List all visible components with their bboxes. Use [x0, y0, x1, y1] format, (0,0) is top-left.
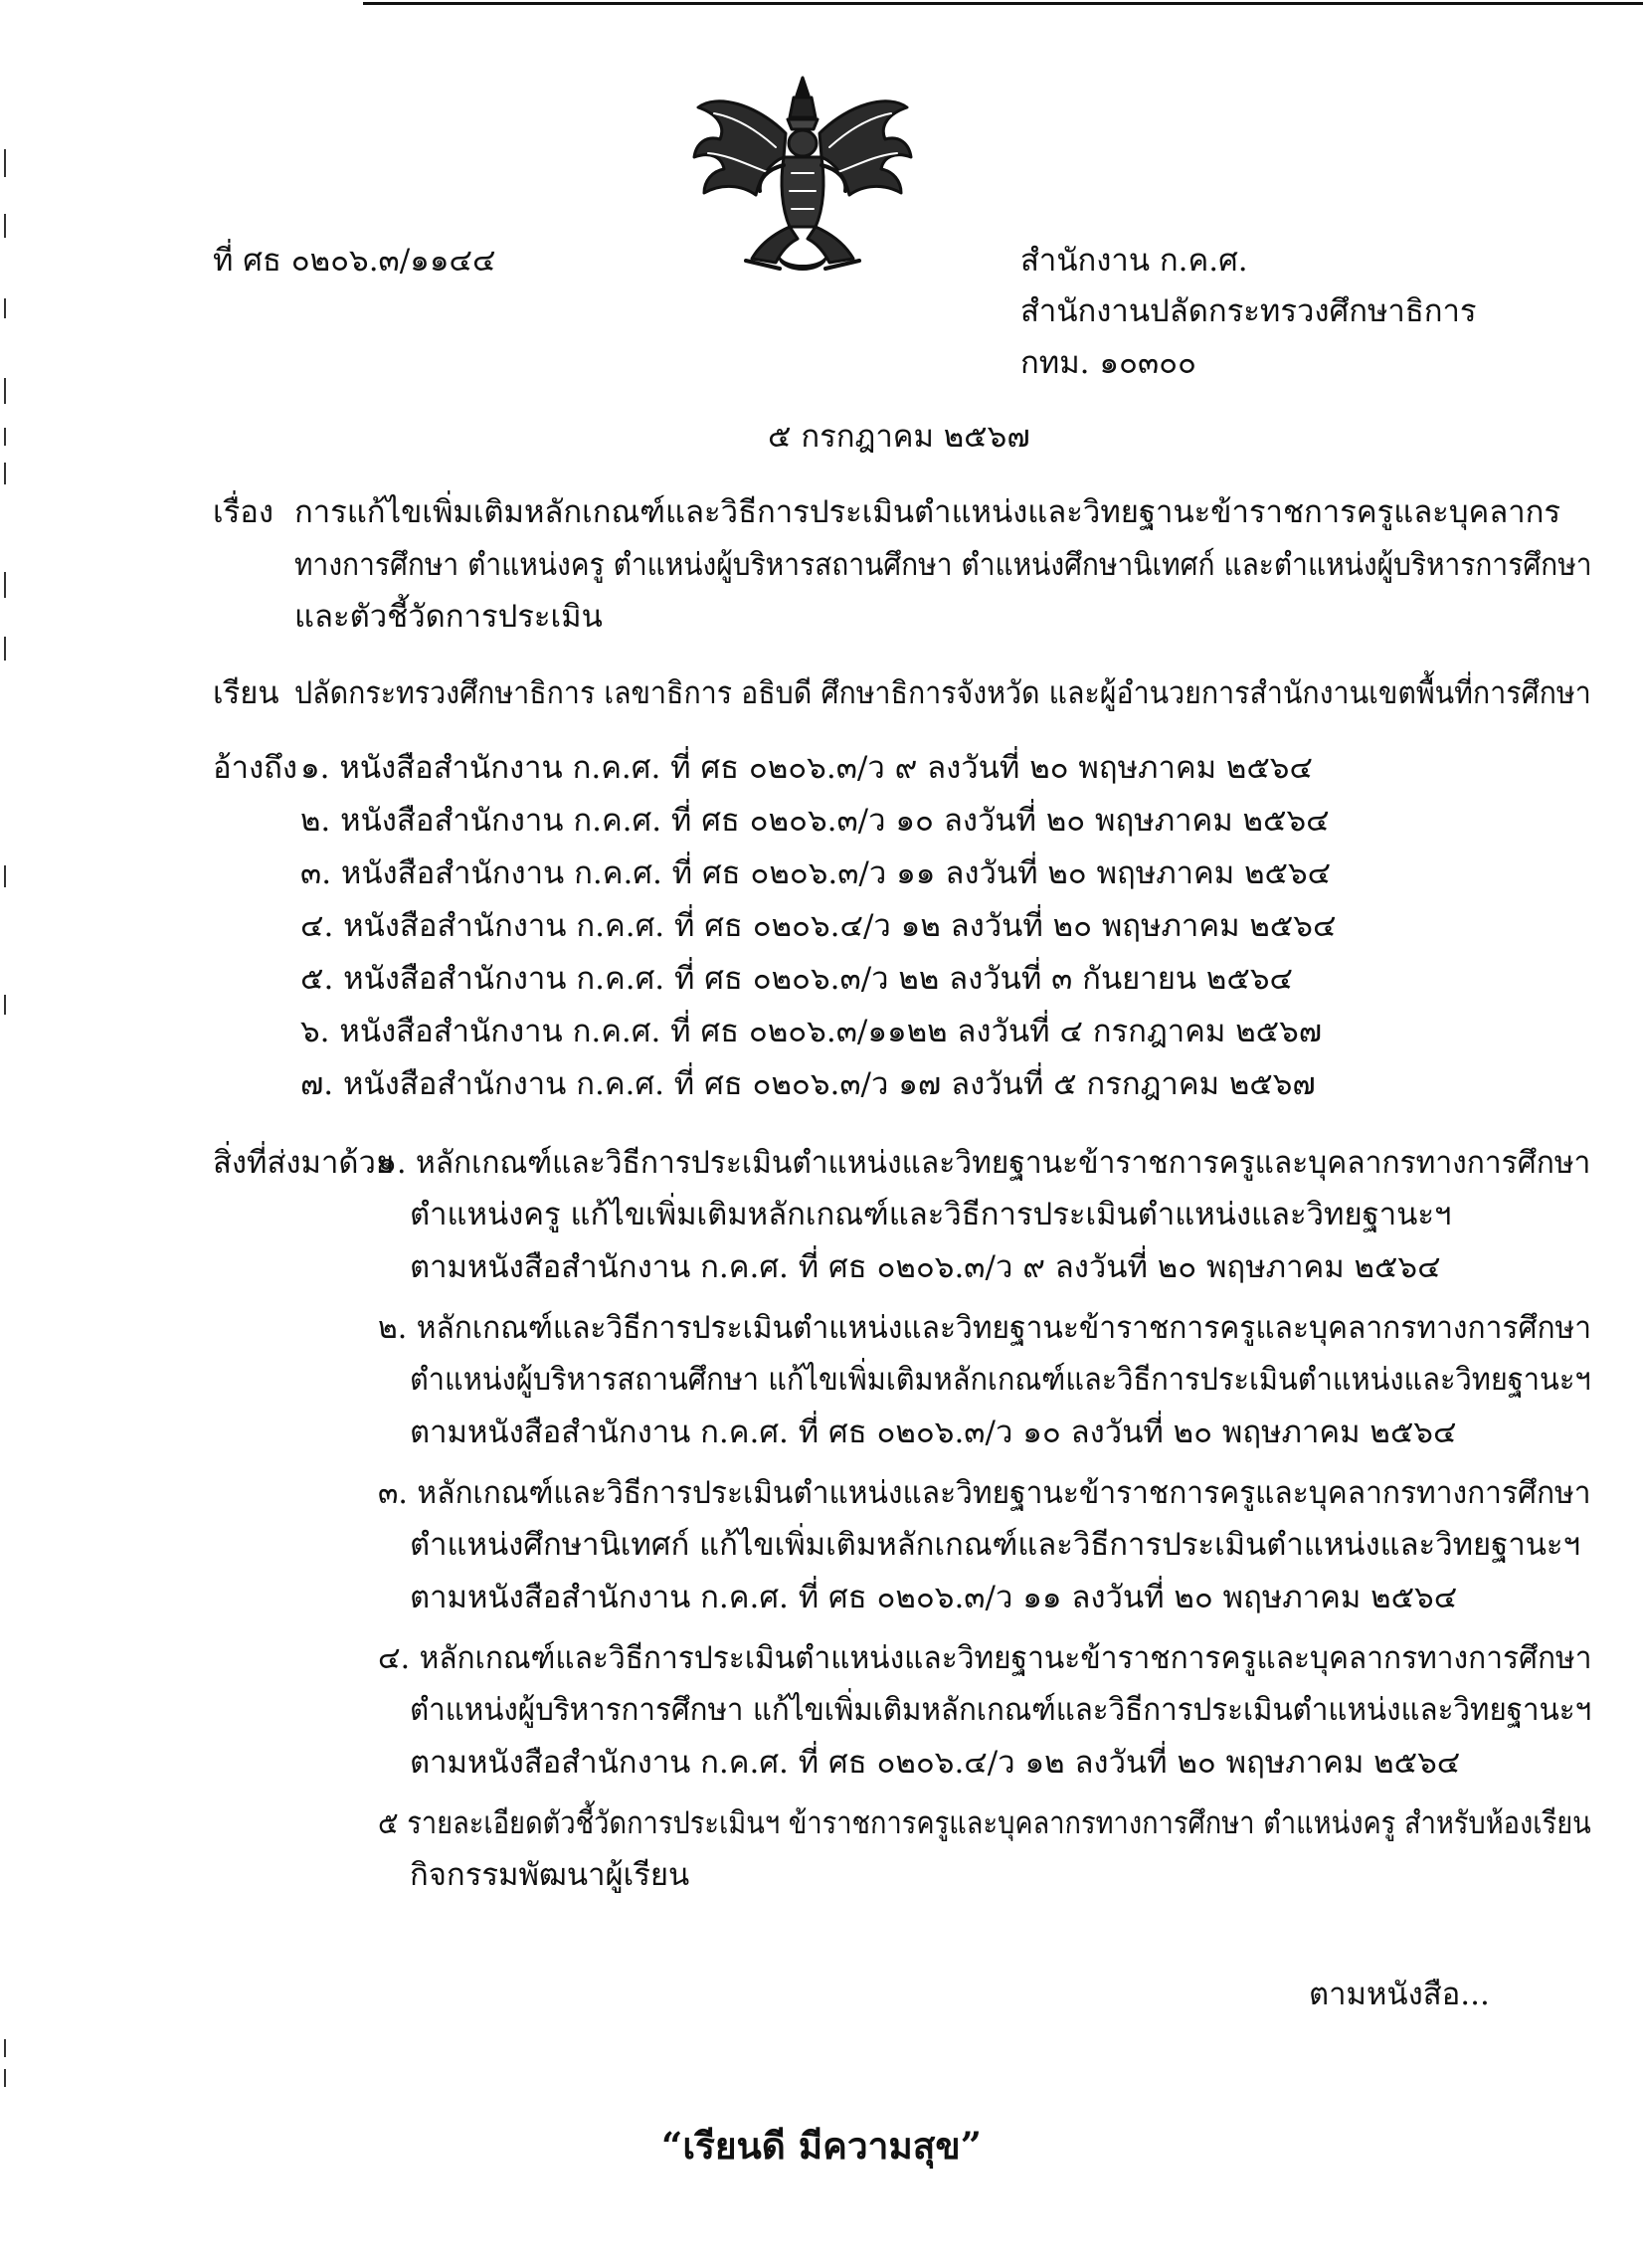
enclosure-line: ตามหนังสือสำนักงาน ก.ค.ศ. ที่ ศธ ๐๒๐๖.๓/ว ๑๐ ลงวันที่ ๒๐ พฤษภาคม ๒๕๖๔ — [410, 1415, 1457, 1450]
reference-item: ๑. หนังสือสำนักงาน ก.ค.ศ. ที่ ศธ ๐๒๐๖.๓/ว ๙ ลงวันที่ ๒๐ พฤษภาคม ๒๕๖๔ — [300, 750, 1313, 786]
subject-label: เรื่อง — [213, 494, 274, 530]
enclosure-line: ๔. หลักเกณฑ์และวิธีการประเมินตำแหน่งและวิทยฐานะข้าราชการครูและบุคลากรทางการศึกษา — [378, 1640, 1592, 1676]
references-label: อ้างถึง — [213, 750, 298, 786]
enclosure-line: ตามหนังสือสำนักงาน ก.ค.ศ. ที่ ศธ ๐๒๐๖.๓/ว ๙ ลงวันที่ ๒๐ พฤษภาคม ๒๕๖๔ — [410, 1249, 1441, 1285]
top-border-line — [363, 2, 1643, 5]
enclosures-label: สิ่งที่ส่งมาด้วย — [213, 1145, 395, 1181]
enclosure-line: ตำแหน่งผู้บริหารการศึกษา แก้ไขเพิ่มเติมหลักเกณฑ์และวิธีการประเมินตำแหน่งและวิทยฐานะฯ — [410, 1692, 1592, 1728]
continuation-note: ตามหนังสือ... — [1309, 1977, 1490, 2012]
office-parent: สำนักงานปลัดกระทรวงศึกษาธิการ — [1020, 293, 1477, 329]
subject-line-3: และตัวชี้วัดการประเมิน — [294, 599, 603, 635]
office-name: สำนักงาน ก.ค.ศ. — [1020, 243, 1248, 279]
subject-line-2: ทางการศึกษา ตำแหน่งครู ตำแหน่งผู้บริหารสถานศึกษา ตำแหน่งศึกษานิเทศก์ และตำแหน่งผู้บริหารการศึกษา — [294, 547, 1592, 583]
letter-date: ๕ กรกฎาคม ๒๕๖๗ — [768, 419, 1030, 455]
slogan: “เรียนดี มีความสุข” — [661, 2124, 982, 2168]
addressee-label: เรียน — [213, 675, 279, 711]
reference-item: ๔. หนังสือสำนักงาน ก.ค.ศ. ที่ ศธ ๐๒๐๖.๔/ว ๑๒ ลงวันที่ ๒๐ พฤษภาคม ๒๕๖๔ — [300, 908, 1337, 944]
enclosure-line: ๕ รายละเอียดตัวชี้วัดการประเมินฯ ข้าราชการครูและบุคลากรทางการศึกษา ตำแหน่งครู สำหรับห้องเรียน — [378, 1805, 1591, 1841]
reference-item: ๓. หนังสือสำนักงาน ก.ค.ศ. ที่ ศธ ๐๒๐๖.๓/ว ๑๑ ลงวันที่ ๒๐ พฤษภาคม ๒๕๖๔ — [300, 855, 1332, 891]
enclosure-line: ตามหนังสือสำนักงาน ก.ค.ศ. ที่ ศธ ๐๒๐๖.๔/ว ๑๒ ลงวันที่ ๒๐ พฤษภาคม ๒๕๖๔ — [410, 1745, 1461, 1781]
enclosure-line: ตำแหน่งครู แก้ไขเพิ่มเติมหลักเกณฑ์และวิธีการประเมินตำแหน่งและวิทยฐานะฯ — [410, 1197, 1452, 1232]
enclosure-line: ตำแหน่งศึกษานิเทศก์ แก้ไขเพิ่มเติมหลักเกณฑ์และวิธีการประเมินตำแหน่งและวิทยฐานะฯ — [410, 1527, 1580, 1563]
reference-item: ๗. หนังสือสำนักงาน ก.ค.ศ. ที่ ศธ ๐๒๐๖.๓/ว ๑๗ ลงวันที่ ๕ กรกฎาคม ๒๕๖๗ — [300, 1066, 1316, 1102]
enclosure-line: ๒. หลักเกณฑ์และวิธีการประเมินตำแหน่งและวิทยฐานะข้าราชการครูและบุคลากรทางการศึกษา — [378, 1310, 1592, 1346]
office-postcode: กทม. ๑๐๓๐๐ — [1020, 345, 1196, 381]
enclosure-line: ๑. หลักเกณฑ์และวิธีการประเมินตำแหน่งและวิทยฐานะข้าราชการครูและบุคลากรทางการศึกษา — [378, 1145, 1591, 1181]
enclosure-line: กิจกรรมพัฒนาผู้เรียน — [410, 1857, 690, 1893]
reference-item: ๖. หนังสือสำนักงาน ก.ค.ศ. ที่ ศธ ๐๒๐๖.๓/๑๑๒๒ ลงวันที่ ๔ กรกฎาคม ๒๕๖๗ — [300, 1014, 1323, 1049]
enclosure-line: ๓. หลักเกณฑ์และวิธีการประเมินตำแหน่งและวิทยฐานะข้าราชการครูและบุคลากรทางการศึกษา — [378, 1475, 1591, 1511]
enclosure-line: ตามหนังสือสำนักงาน ก.ค.ศ. ที่ ศธ ๐๒๐๖.๓/ว ๑๑ ลงวันที่ ๒๐ พฤษภาคม ๒๕๖๔ — [410, 1580, 1458, 1615]
enclosure-line: ตำแหน่งผู้บริหารสถานศึกษา แก้ไขเพิ่มเติมหลักเกณฑ์และวิธีการประเมินตำแหน่งและวิทยฐานะฯ — [410, 1362, 1591, 1398]
reference-item: ๕. หนังสือสำนักงาน ก.ค.ศ. ที่ ศธ ๐๒๐๖.๓/ว ๒๒ ลงวันที่ ๓ กันยายน ๒๕๖๔ — [300, 961, 1293, 997]
document-number: ที่ ศธ ๐๒๐๖.๓/๑๑๔๔ — [213, 243, 496, 279]
addressee-text: ปลัดกระทรวงศึกษาธิการ เลขาธิการ อธิบดี ศึกษาธิการจังหวัด และผู้อำนวยการสำนักงานเขตพื้นที่การศึกษา — [294, 675, 1591, 711]
garuda-emblem-icon — [686, 74, 919, 284]
subject-line-1: การแก้ไขเพิ่มเติมหลักเกณฑ์และวิธีการประเมินตำแหน่งและวิทยฐานะข้าราชการครูและบุคลากร — [294, 494, 1561, 530]
scan-margin-marks — [0, 0, 12, 2268]
reference-item: ๒. หนังสือสำนักงาน ก.ค.ศ. ที่ ศธ ๐๒๐๖.๓/ว ๑๐ ลงวันที่ ๒๐ พฤษภาคม ๒๕๖๔ — [300, 803, 1330, 839]
